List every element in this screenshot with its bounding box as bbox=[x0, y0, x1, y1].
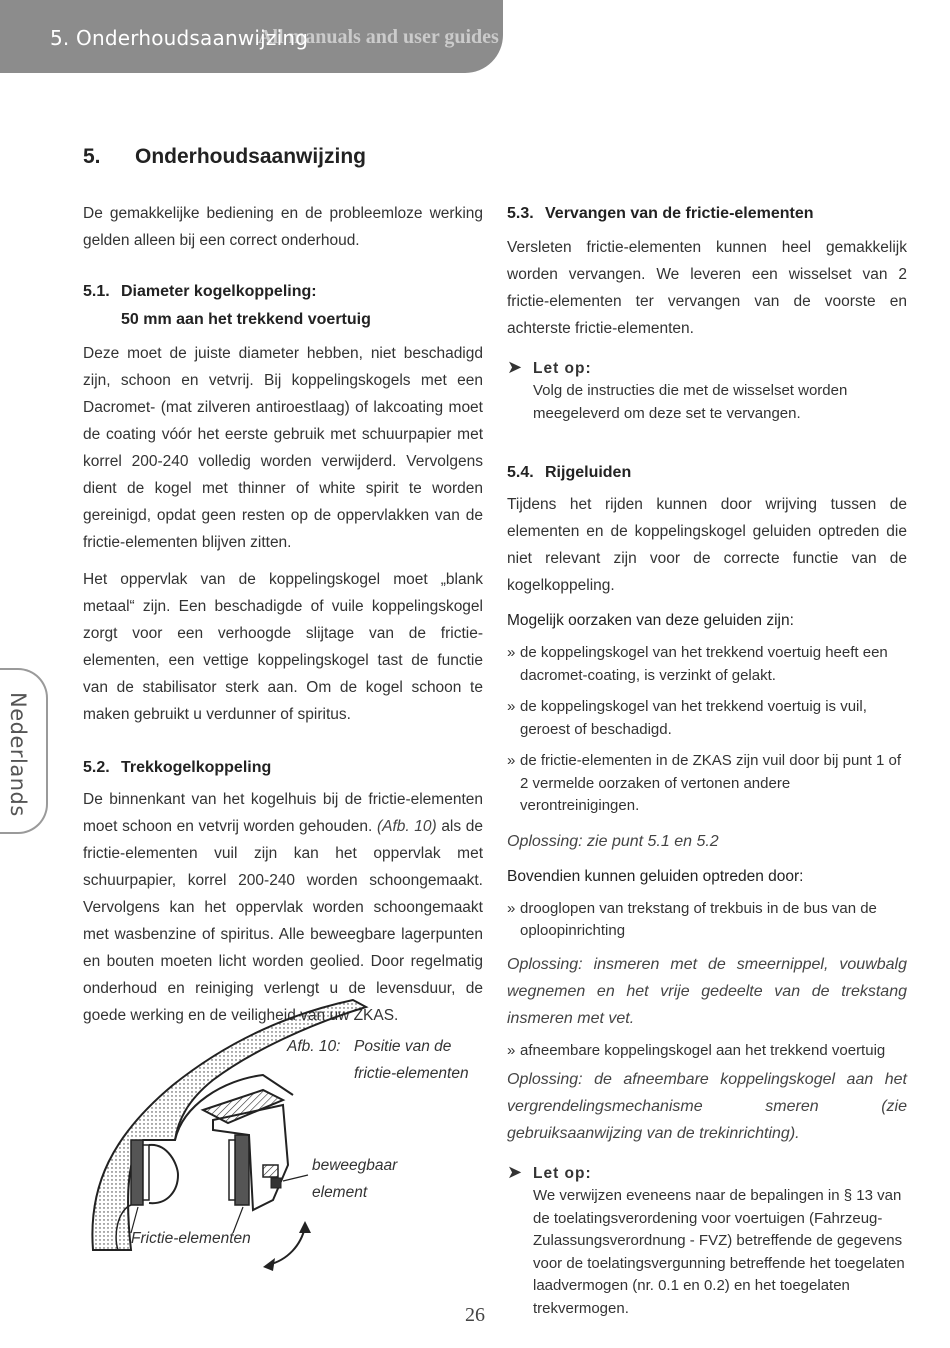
arrow-icon: ➤ bbox=[507, 357, 524, 377]
section-5-2-title: Trekkogelkoppeling bbox=[121, 759, 272, 776]
section-5-4-heading bbox=[507, 459, 907, 487]
figure-reference: (Afb. 10) bbox=[376, 818, 437, 835]
section-5-1-paragraph-2: Het oppervlak van de koppelingskogel moet „blank metaal“ zijn. Een beschadigde of vuile koppelingskogel zorgt voor een verhoogde slijtage van de frictie-elementen, een vettige koppelingskogel tast de functie van de stabilisator sterk aan. Om de kogel schoon te maken gebruikt u verdunner of spiritus. bbox=[83, 571, 483, 723]
left-column bbox=[83, 200, 483, 1029]
figure-caption-line-2: frictie-elementen bbox=[354, 1065, 469, 1082]
label-moving-1: beweegbaar bbox=[312, 1157, 398, 1174]
also-list-2 bbox=[507, 1040, 907, 1063]
side-tab-label: Nederlands bbox=[6, 692, 30, 817]
section-5-2-heading bbox=[83, 754, 483, 782]
section-5-2-number: 5.2. bbox=[83, 759, 110, 776]
section-5-2-text-b: als de frictie-elementen vuil zijn kan het oppervlak met schuurpapier, korrel 200-240 worden schoongemaakt. Vervolgens kan het oppervlak worden schoongemaakt met wasbenzine of spiritus. Alle beweegbare lagerpunten en bouten moeten licht worden geolied. Door regelmatig onderhoud en reiniging verlengt u de levensduur, de goede werking en de veiligheid van uw ZKAS. bbox=[83, 818, 483, 1024]
note-1-body: Volg de instructies die met de wisselset worden meegeleverd om deze set te vervangen. bbox=[533, 382, 848, 422]
friction-element-left bbox=[131, 1140, 143, 1205]
page-number: 26 bbox=[465, 1304, 485, 1326]
moving-element bbox=[271, 1178, 281, 1188]
section-5-3-number: 5.3. bbox=[507, 205, 534, 222]
also-heading: Bovendien kunnen geluiden optreden door: bbox=[507, 867, 804, 885]
note-2-body: We verwijzen eveneens naar de bepalingen in § 13 van de toelatingsverordening voor voertuigen (Fahrzeug-Zulassungsverordnung - FVZ) betreffende de gegevens voor de toelatingsvergunning betreffende het toegelaten laadvermogen (nr. 0.1 en 0.2) en het toegelaten trekvermogen. bbox=[533, 1187, 905, 1317]
causes-heading: Mogelijk oorzaken van deze geluiden zijn: bbox=[507, 612, 794, 629]
section-title: Onderhoudsaanwijzing bbox=[135, 145, 367, 168]
section-5-1-title-2: 50 mm aan het trekkend voertuig bbox=[121, 311, 371, 328]
figure-caption-line-1: Positie van de bbox=[354, 1038, 452, 1055]
figure-caption bbox=[287, 1033, 469, 1087]
watermark: All manuals and user guides at all-guides.com bbox=[258, 26, 649, 48]
section-5-1-heading bbox=[83, 278, 483, 334]
page-title bbox=[83, 145, 366, 169]
section-5-3-title: Vervangen van de frictie-elementen bbox=[545, 205, 814, 222]
ball-socket bbox=[149, 1145, 178, 1203]
list-item: » de koppelingskogel van het trekkend voertuig is vuil, geroest of beschadigd. bbox=[507, 696, 907, 741]
list-item: » de frictie-elementen in de ZKAS zijn vuil door bij punt 1 of 2 vermelde oorzaken of vertonen andere verontreinigingen. bbox=[507, 750, 907, 818]
section-5-3-paragraph: Versleten frictie-elementen kunnen heel gemakkelijk worden vervangen. We leveren een wisselset van 2 frictie-elementen ter vervangen van de voorste en achterste frictie-elementen. bbox=[507, 239, 907, 337]
side-tab bbox=[0, 668, 48, 834]
solution-2: Oplossing: insmeren met de smeernippel, vouwbalg wegnemen en het vrije gedeelte van de trekstang insmeren met vet. bbox=[507, 955, 907, 1027]
solution-1: Oplossing: zie punt 5.1 en 5.2 bbox=[507, 832, 719, 850]
section-5-4-paragraph: Tijdens het rijden kunnen door wrijving tussen de elementen en de koppelingskogel geluiden optreden die niet relevant zijn voor de correcte functie van de kogelkoppeling. bbox=[507, 496, 907, 594]
upper-holder bbox=[203, 1090, 283, 1123]
label-moving-element bbox=[312, 1152, 397, 1206]
friction-element-right bbox=[235, 1135, 249, 1205]
note-1-label: Let op: bbox=[533, 360, 592, 377]
solution-3: Oplossing: de afneembare koppelingskogel aan het vergrendelingsmechanisme smeren (zie gebruiksaanwijzing van de trekinrichting). bbox=[507, 1071, 907, 1142]
figure-caption-label: Afb. 10: bbox=[287, 1038, 341, 1055]
list-item: » drooglopen van trekstang of trekbuis in de bus van de oploopinrichting bbox=[507, 898, 907, 943]
label-friction-elements: Frictie-elementen bbox=[131, 1230, 251, 1247]
header-title: 5. Onderhoudsaanwijzing bbox=[50, 26, 309, 50]
right-column bbox=[507, 200, 907, 1320]
causes-list bbox=[507, 642, 907, 818]
note-1-heading bbox=[507, 356, 907, 380]
note-2-heading bbox=[507, 1161, 907, 1185]
section-5-2-text-a: De binnenkant van het kogelhuis bij de frictie-elementen moet schoon en vetvrij worden gehouden. bbox=[83, 791, 483, 835]
section-5-1-paragraph-1: Deze moet de juiste diameter hebben, niet beschadigd zijn, schoon en vetvrij. Bij koppelingskogels met een Dacromet- (mat zilveren antiroestlaag) of lakcoating moet de coating vóór het eerste gebruik met schuurpapier met korrel 200-240 volledig worden verwijderd. Vervolgens dient de kogel met thinner of white spirit te worden gereinigd, opdat geen resten op de oppervlakken van de frictie-elementen blijven zitten. bbox=[83, 345, 483, 551]
intro-paragraph: De gemakkelijke bediening en de probleemloze werking gelden alleen bij een correct onderhoud. bbox=[83, 205, 483, 249]
note-2-label: Let op: bbox=[533, 1165, 592, 1182]
arrow-icon: ➤ bbox=[507, 1162, 524, 1182]
section-number: 5. bbox=[83, 145, 101, 168]
list-item: » afneembare koppelingskogel aan het trekkend voertuig bbox=[507, 1040, 907, 1063]
section-5-1-title-1: Diameter kogelkoppeling: bbox=[121, 283, 317, 300]
section-5-4-title: Rijgeluiden bbox=[545, 464, 632, 481]
also-list-1 bbox=[507, 898, 907, 943]
section-5-4-number: 5.4. bbox=[507, 464, 534, 481]
section-5-1-number: 5.1. bbox=[83, 283, 110, 300]
section-5-3-heading bbox=[507, 200, 907, 228]
section-5-2-paragraph bbox=[83, 786, 483, 1029]
label-moving-2: element bbox=[312, 1184, 368, 1201]
list-item: » de koppelingskogel van het trekkend voertuig heeft een dacromet-coating, is verzinkt of gelakt. bbox=[507, 642, 907, 687]
